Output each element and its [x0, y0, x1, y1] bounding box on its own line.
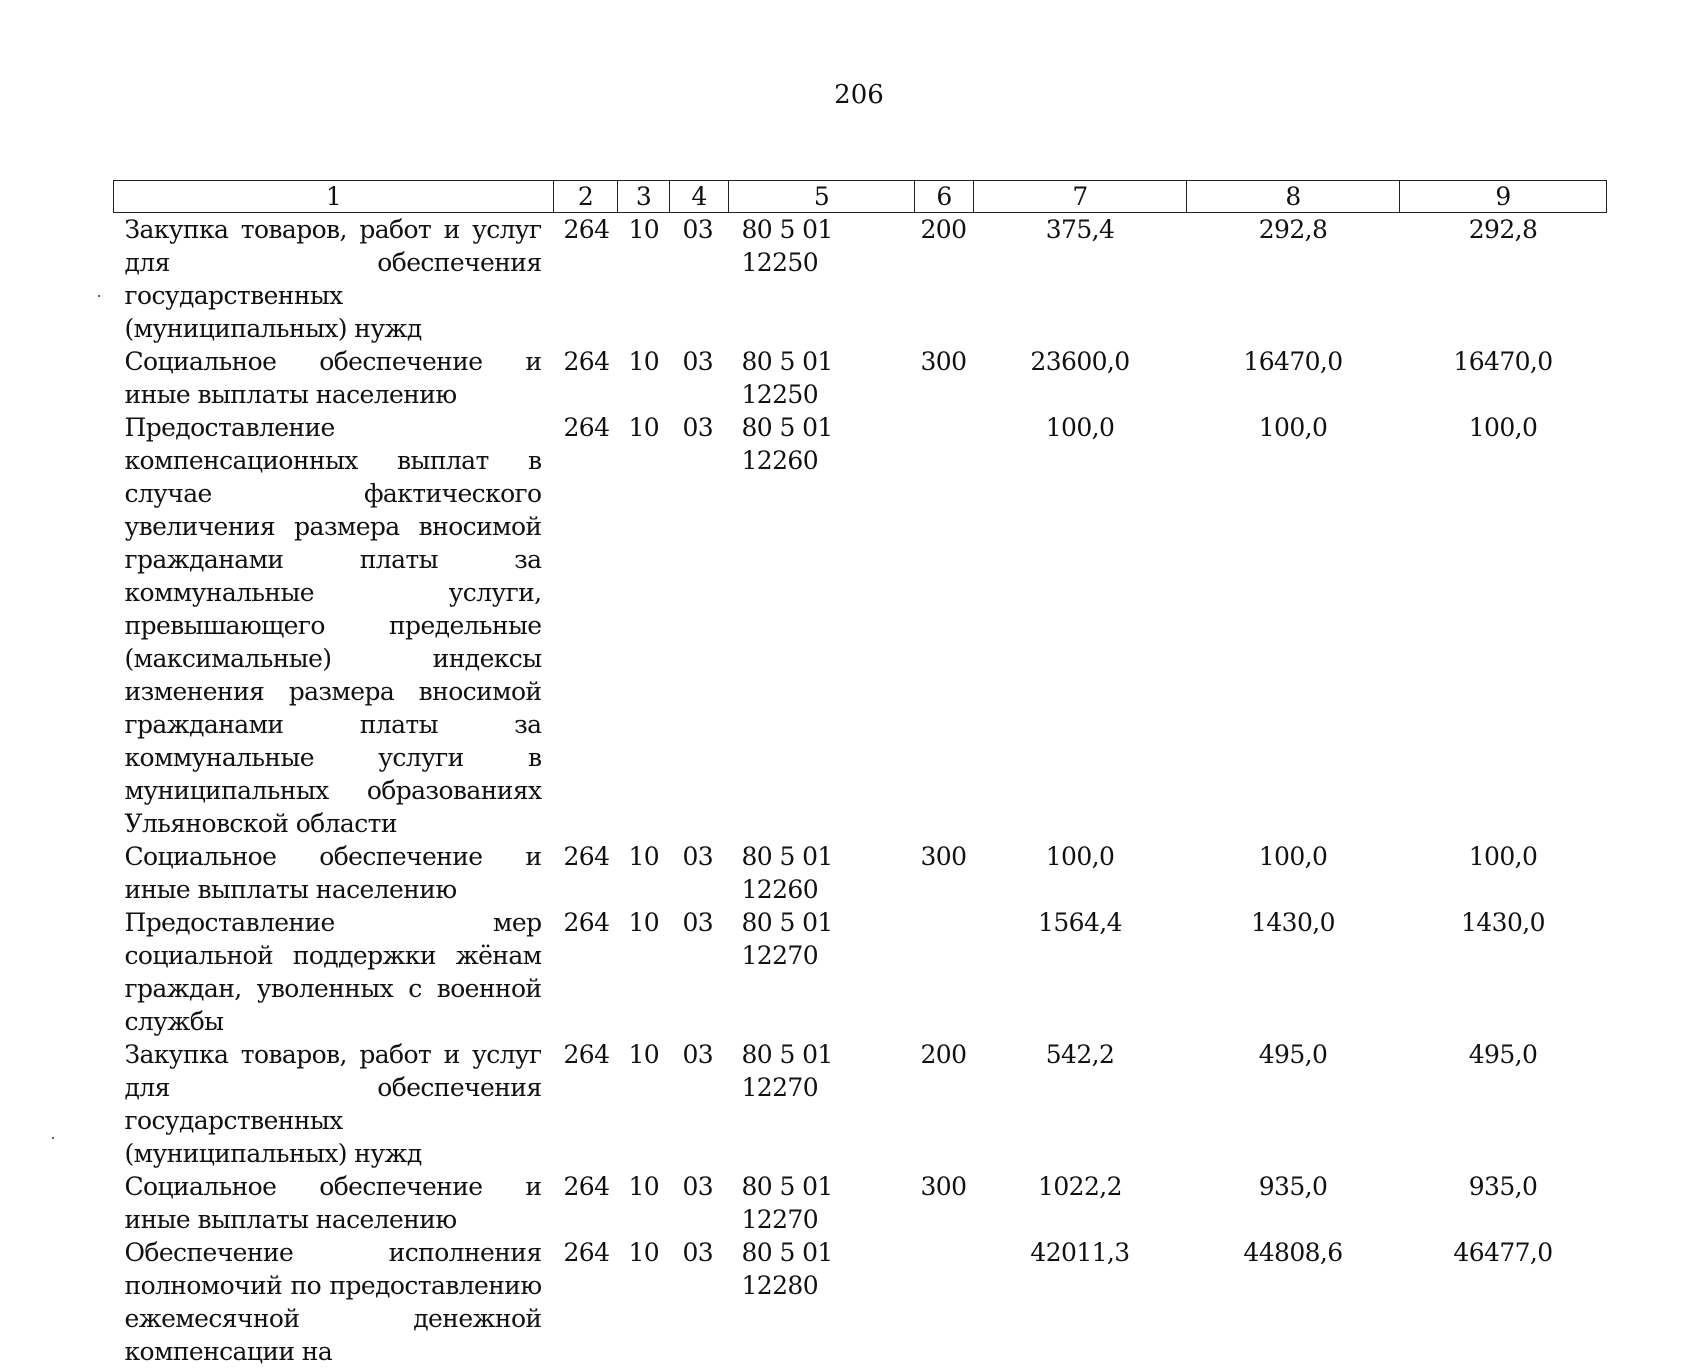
- column-header-7: 7: [974, 181, 1187, 213]
- row-name-cell: Социальное обеспечение и иные выплаты населению: [124, 842, 542, 904]
- col8-cell: 935,0: [1258, 1172, 1328, 1201]
- column-header-5: 5: [729, 181, 915, 213]
- col8-cell: 100,0: [1258, 413, 1328, 442]
- col5-cell: 80 5 01 12270: [741, 908, 833, 970]
- col5-cell: 80 5 01 12260: [741, 413, 833, 475]
- col6-cell: 200: [920, 1040, 967, 1069]
- row-name-cell: Предоставление мер социальной поддержки жёнам граждан, уволенных с военной службы: [124, 908, 542, 1036]
- col9-cell: 16470,0: [1453, 347, 1553, 376]
- col3-cell: 10: [628, 215, 660, 244]
- table-row: [114, 1170, 1607, 1236]
- col7-cell: 375,4: [1045, 215, 1115, 244]
- col2-cell: 264: [563, 908, 610, 937]
- col4-cell: 03: [682, 1238, 714, 1267]
- col9-cell: 100,0: [1468, 842, 1538, 871]
- col6-cell: 300: [920, 1172, 967, 1201]
- col5-cell: 80 5 01 12270: [741, 1172, 833, 1234]
- table-row: [114, 345, 1607, 411]
- col7-cell: 42011,3: [1030, 1238, 1130, 1267]
- col3-cell: 10: [628, 1172, 660, 1201]
- col9-cell: 495,0: [1468, 1040, 1538, 1069]
- col7-cell: 1564,4: [1038, 908, 1122, 937]
- col8-cell: 1430,0: [1251, 908, 1335, 937]
- col6-cell: 300: [920, 347, 967, 376]
- row-name-cell: Закупка товаров, работ и услуг для обеспечения государственных (муниципальных) нужд: [124, 215, 542, 343]
- col6-cell: 200: [920, 215, 967, 244]
- col7-cell: 100,0: [1045, 842, 1115, 871]
- column-header-1: 1: [114, 181, 554, 213]
- budget-table: [113, 180, 1607, 1368]
- col4-cell: 03: [682, 1040, 714, 1069]
- row-name-cell: Социальное обеспечение и иные выплаты населению: [124, 347, 542, 409]
- col3-cell: 10: [628, 347, 660, 376]
- col6-cell: [915, 1236, 974, 1368]
- col5-cell: 80 5 01 12250: [741, 215, 833, 277]
- col6-cell: [915, 411, 974, 840]
- col6-cell: [915, 906, 974, 1038]
- col6-cell: 300: [920, 842, 967, 871]
- column-header-2: 2: [554, 181, 618, 213]
- column-header-4: 4: [670, 181, 729, 213]
- col4-cell: 03: [682, 842, 714, 871]
- col9-cell: 100,0: [1468, 413, 1538, 442]
- col3-cell: 10: [628, 413, 660, 442]
- col3-cell: 10: [628, 908, 660, 937]
- col8-cell: 292,8: [1258, 215, 1328, 244]
- table-row: [114, 906, 1607, 1038]
- column-header-3: 3: [618, 181, 670, 213]
- col2-cell: 264: [563, 1238, 610, 1267]
- col3-cell: 10: [628, 1040, 660, 1069]
- table-row: [114, 1236, 1607, 1368]
- row-name-cell: Закупка товаров, работ и услуг для обеспечения государственных (муниципальных) нужд: [124, 1040, 542, 1168]
- col4-cell: 03: [682, 347, 714, 376]
- col9-cell: 46477,0: [1453, 1238, 1553, 1267]
- row-name-cell: Предоставление компенсационных выплат в случае фактического увеличения размера вносимой гражданами платы за коммунальные услуги, превышающего предельные (максимальные) индексы изменения размера вносимой гражданами платы за коммунальные услуги в муниципальных образованиях Ульяновской области: [124, 413, 542, 838]
- col2-cell: 264: [563, 1172, 610, 1201]
- col3-cell: 10: [628, 1238, 660, 1267]
- col5-cell: 80 5 01 12250: [741, 347, 833, 409]
- col8-cell: 16470,0: [1243, 347, 1343, 376]
- col7-cell: 23600,0: [1030, 347, 1130, 376]
- col2-cell: 264: [563, 215, 610, 244]
- table-row: [114, 213, 1607, 346]
- col2-cell: 264: [563, 347, 610, 376]
- col3-cell: 10: [628, 842, 660, 871]
- row-name-cell: Обеспечение исполнения полномочий по предоставлению ежемесячной денежной компенсации на: [124, 1238, 542, 1366]
- col9-cell: 935,0: [1468, 1172, 1538, 1201]
- col4-cell: 03: [682, 215, 714, 244]
- table-header-row: [114, 181, 1607, 213]
- col5-cell: 80 5 01 12260: [741, 842, 833, 904]
- col2-cell: 264: [563, 842, 610, 871]
- col8-cell: 495,0: [1258, 1040, 1328, 1069]
- col7-cell: 100,0: [1045, 413, 1115, 442]
- col7-cell: 1022,2: [1038, 1172, 1122, 1201]
- col9-cell: 1430,0: [1461, 908, 1545, 937]
- scan-speck: [98, 295, 100, 297]
- table-row: [114, 840, 1607, 906]
- page-number: 206: [834, 80, 884, 110]
- column-header-6: 6: [915, 181, 974, 213]
- table-row: [114, 411, 1607, 840]
- table-row: [114, 1038, 1607, 1170]
- col9-cell: 292,8: [1468, 215, 1538, 244]
- column-header-8: 8: [1187, 181, 1400, 213]
- column-header-9: 9: [1400, 181, 1607, 213]
- col5-cell: 80 5 01 12280: [741, 1238, 833, 1300]
- col2-cell: 264: [563, 413, 610, 442]
- row-name-cell: Социальное обеспечение и иные выплаты населению: [124, 1172, 542, 1234]
- col8-cell: 100,0: [1258, 842, 1328, 871]
- col2-cell: 264: [563, 1040, 610, 1069]
- col7-cell: 542,2: [1045, 1040, 1115, 1069]
- col4-cell: 03: [682, 1172, 714, 1201]
- scan-speck: [52, 1137, 54, 1139]
- col4-cell: 03: [682, 908, 714, 937]
- col5-cell: 80 5 01 12270: [741, 1040, 833, 1102]
- col8-cell: 44808,6: [1243, 1238, 1343, 1267]
- col4-cell: 03: [682, 413, 714, 442]
